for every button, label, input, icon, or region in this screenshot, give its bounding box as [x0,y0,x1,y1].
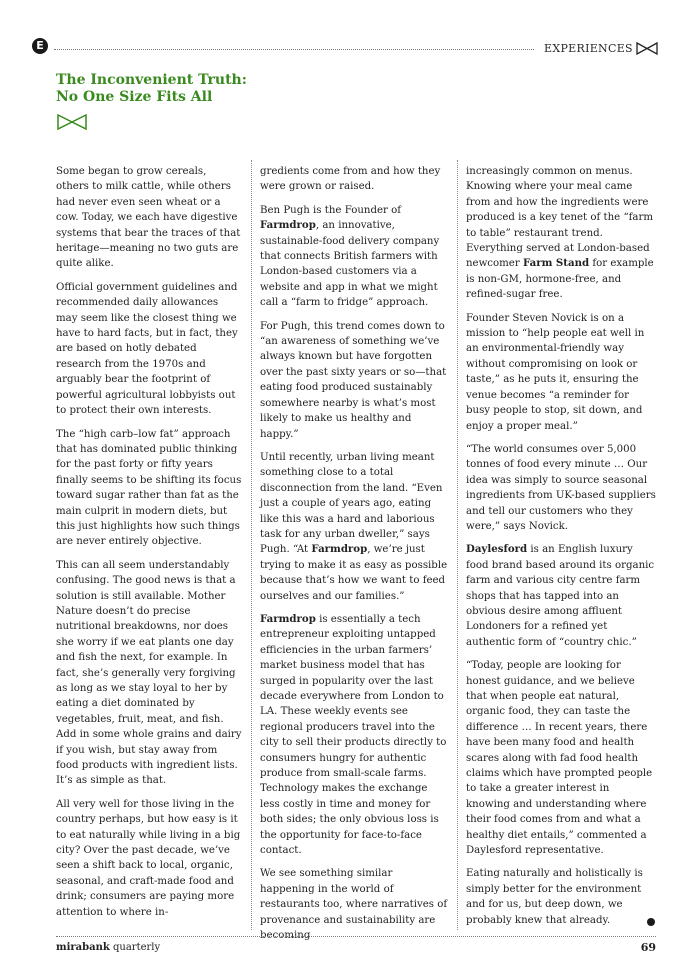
article-column-1 [56,164,242,928]
paragraph [260,612,448,859]
paragraph: For Pugh, this trend comes down to “an awareness of something we’ve always known but have forgotten over the past sixty years or so—that eating food produced sustainably somewhere nearby is what’s most likely to make us healthy and happy.” [260,320,447,440]
text-run: Until recently, urban living meant something close to a total disconnection from the land. “Even just a couple of years ago, eating like this was a hard and laborious task for any urban dweller,” says Pugh. “At [260,451,443,556]
paragraph [466,542,656,650]
text-run: Ben Pugh is the Founder of [260,204,402,216]
paragraph: gredients come from and how they were grown or raised. [260,166,441,193]
brand-name: Daylesford [466,543,528,556]
paragraph: Some began to grow cereals, others to milk cattle, while others had never even seen wheat or a cow. Today, we each have digestive systems that bear the traces of that heritage—meaning no two guts are quite alike. [56,166,241,270]
paragraph [260,203,448,311]
bowtie-icon [57,114,87,130]
article-column-3 [466,164,656,936]
paragraph [260,450,448,604]
text-run: , an innovative, sustainable-food delivery company that connects British farmers with London-based customers via a website and app in what we might call a “farm to fridge” approach. [260,220,440,309]
brand-name: Farm Stand [522,257,590,270]
paragraph: All very well for those living in the country perhaps, but how easy is it to eat naturally while living in a big city? Over the past decade, we’ve seen a shift back to local, organic, seasonal, and craft-made food and drink; consumers are paying more attention to where in- [56,798,241,918]
article-title [56,72,316,106]
brand-name: Farmdrop [311,543,368,556]
header-divider [54,49,534,50]
section-logo-icon: E [32,38,48,54]
brand-name: Farmdrop [260,612,316,625]
paragraph: Official government guidelines and recommended daily allowances may seem like the closest thing we have to hard facts, but in fact, they are based on hotly debated research from the 1970s and arguably bear the footprint of powerful agricultural lobbyists out to protect their own interests. [56,281,238,417]
page-number: 69 [640,941,656,954]
paragraph: The “high carb–low fat” approach that has dominated public thinking for the past forty or fifty years finally seems to be shifting its focus toward sugar rather than fat as the main culprit in modern diets, but this just highlights how such things are never entirely objective. [56,428,242,548]
paragraph: Eating naturally and holistically is simply better for the environment and for us, but deep down, we probably knew that already. [466,868,643,926]
publication-brand: mirabank [56,942,110,953]
brand-name: Farmdrop [260,219,316,232]
text-run: is essentially a tech entrepreneur exploiting untapped efficiencies in the urban farmers’ market business model that has surged in popularity over the last decade everywhere from London to LA. These weekly events see regional producers travel into the city to sell their products directly to consumers hungry for authentic produce from small-scale farms. Technology makes the exchange less costly in time and money for both sides; the only obvious loss is the opportunity for face-to-face contact. [260,613,447,857]
paragraph: “The world consumes over 5,000 tonnes of food every minute … Our idea was simply to source seasonal ingredients from UK-based suppliers and tell our customers who they were,” says Novick. [466,443,656,532]
title-line-2: No One Size Fits All [56,89,213,105]
paragraph [466,164,656,303]
text-run: for example is non-GM, hormone-free, and refined-sugar free. [466,258,654,301]
paragraph: Founder Steven Novick is on a mission to “help people eat well in an environmental-friendly way without compromising on look or taste,” as he puts it, ensuring the venue becomes “a reminder for busy people to stop, sit down, and enjoy a proper meal.” [466,312,645,432]
publication-name [56,942,160,953]
end-of-article-icon [647,918,655,926]
publication-suffix: quarterly [109,942,161,953]
paragraph: This can all seem understandably confusing. The good news is that a solution is still available. Mother Nature doesn’t do precise nutritional breakdowns, nor does she worry if we eat plants one day and fish the next, for example. In fact, she’s generally very forgiving as long as we stay loyal to her by eating a diet dominated by vegetables, fruit, meat, and fish. Add in some whole grains and dairy if you wish, but stay away from food products with ingredient lists. It’s as simple as that. [56,559,242,787]
footer-divider [56,936,656,937]
paragraph: “Today, people are looking for honest guidance, and we believe that when people eat natural, organic food, they can taste the difference … In recent years, there have been many food and health scares along with fad food health claims which have prompted people to take a greater interest in knowing and understanding where their food comes from and what a healthy diet entails,” commented a Daylesford representative. [466,660,653,857]
article-column-2 [260,164,448,952]
section-label: EXPERIENCES [544,42,633,55]
text-run: is an English luxury food brand based around its organic farm and various city centre farm shops that has tapped into an obvious desire among affluent Londoners for a refined yet authentic form of “country chic.” [466,544,655,648]
paragraph: We see something similar happening in the world of restaurants too, where narratives of provenance and sustainability are becoming [260,868,448,942]
title-line-1: The Inconvenient Truth: [56,72,247,88]
text-run: increasingly common on menus. Knowing where your meal came from and how the ingredients were produced is a key tenet of the “farm to table” restaurant trend. Everything served at London-based newcomer [466,166,654,270]
text-run: , we’re just trying to make it as easy as possible because that’s how we want to feed ourselves and our families.” [260,544,448,602]
column-divider [251,160,252,930]
bowtie-icon [636,42,658,55]
column-divider [457,160,458,930]
